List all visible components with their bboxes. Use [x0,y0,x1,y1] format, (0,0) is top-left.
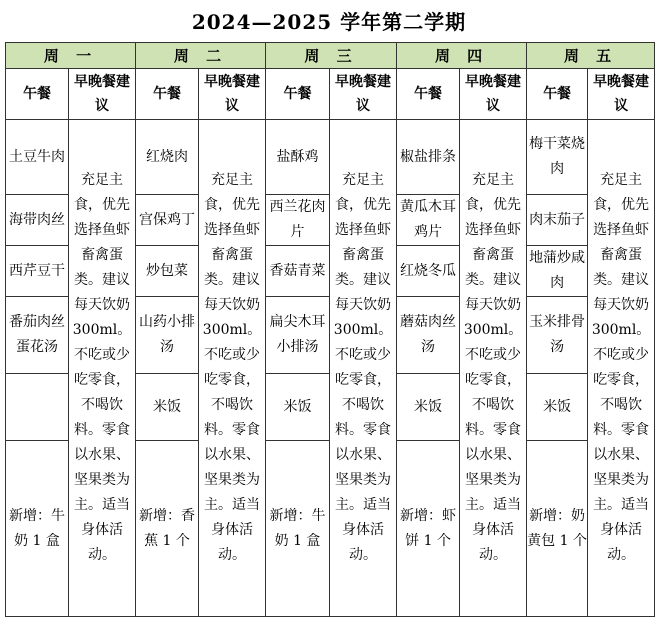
lunch-item: 盐酥鸡 [266,120,330,195]
lunch-item: 山药小排汤 [136,297,199,374]
lunch-header: 午餐 [527,69,588,120]
lunch-extra-item: 新增：香蕉 1 个 [136,441,199,617]
lunch-extra-item: 新增：奶黄包 1 个 [527,441,588,617]
suggestion-header: 早晚餐建议 [199,69,266,120]
meal-suggestion: 充足主食，优先选择鱼虾畜禽蛋类。建议每天饮奶 300ml。不吃或少吃零食，不喝饮料。零食以水果、坚果类为主。适当身体活动。 [330,120,397,617]
day-header-wed: 周 三 [266,43,397,69]
meal-suggestion: 充足主食，优先选择鱼虾畜禽蛋类。建议每天饮奶 300ml。不吃或少吃零食，不喝饮料。零食以水果、坚果类为主。适当身体活动。 [69,120,136,617]
suggestion-header: 早晚餐建议 [69,69,136,120]
lunch-item [6,374,69,441]
lunch-item: 海带肉丝 [6,195,69,246]
suggestion-header: 早晚餐建议 [460,69,527,120]
meal-suggestion: 充足主食，优先选择鱼虾畜禽蛋类。建议每天饮奶 300ml。不吃或少吃零食，不喝饮料。零食以水果、坚果类为主。适当身体活动。 [199,120,266,617]
day-header-mon: 周 一 [6,43,136,69]
lunch-item: 蘑菇肉丝汤 [397,297,460,374]
lunch-item: 肉末茄子 [527,195,588,246]
lunch-item: 西兰花肉片 [266,195,330,246]
lunch-item: 椒盐排条 [397,120,460,195]
weekly-menu-table [5,42,655,617]
lunch-item: 黄瓜木耳鸡片 [397,195,460,246]
lunch-item: 香菇青菜 [266,246,330,297]
meal-suggestion: 充足主食，优先选择鱼虾畜禽蛋类。建议每天饮奶 300ml。不吃或少吃零食，不喝饮料。零食以水果、坚果类为主。适当身体活动。 [588,120,655,617]
lunch-extra-item: 新增：虾饼 1 个 [397,441,460,617]
lunch-item: 梅干菜烧肉 [527,120,588,195]
lunch-item: 扁尖木耳小排汤 [266,297,330,374]
lunch-item: 米饭 [136,374,199,441]
lunch-item: 西芹豆干 [6,246,69,297]
lunch-item: 宫保鸡丁 [136,195,199,246]
day-header-row [6,43,655,69]
lunch-header: 午餐 [6,69,69,120]
day-header-thu: 周 四 [397,43,527,69]
lunch-item: 米饭 [266,374,330,441]
lunch-item: 土豆牛肉 [6,120,69,195]
lunch-item: 红烧冬瓜 [397,246,460,297]
lunch-item: 地蒲炒咸肉 [527,246,588,297]
lunch-header: 午餐 [266,69,330,120]
lunch-item: 米饭 [527,374,588,441]
menu-row [6,120,655,195]
lunch-item: 玉米排骨汤 [527,297,588,374]
day-header-fri: 周 五 [527,43,655,69]
lunch-item: 米饭 [397,374,460,441]
meal-suggestion: 充足主食，优先选择鱼虾畜禽蛋类。建议每天饮奶 300ml。不吃或少吃零食，不喝饮料。零食以水果、坚果类为主。适当身体活动。 [460,120,527,617]
lunch-extra-item: 新增：牛奶 1 盒 [266,441,330,617]
lunch-item: 炒包菜 [136,246,199,297]
sub-header-row [6,69,655,120]
lunch-header: 午餐 [397,69,460,120]
day-header-tue: 周 二 [136,43,266,69]
lunch-header: 午餐 [136,69,199,120]
lunch-item: 红烧肉 [136,120,199,195]
suggestion-header: 早晚餐建议 [588,69,655,120]
lunch-extra-item: 新增：牛奶 1 盒 [6,441,69,617]
suggestion-header: 早晚餐建议 [330,69,397,120]
lunch-item: 番茄肉丝蛋花汤 [6,297,69,374]
page-title: 2024—2025 学年第二学期 [191,10,467,34]
